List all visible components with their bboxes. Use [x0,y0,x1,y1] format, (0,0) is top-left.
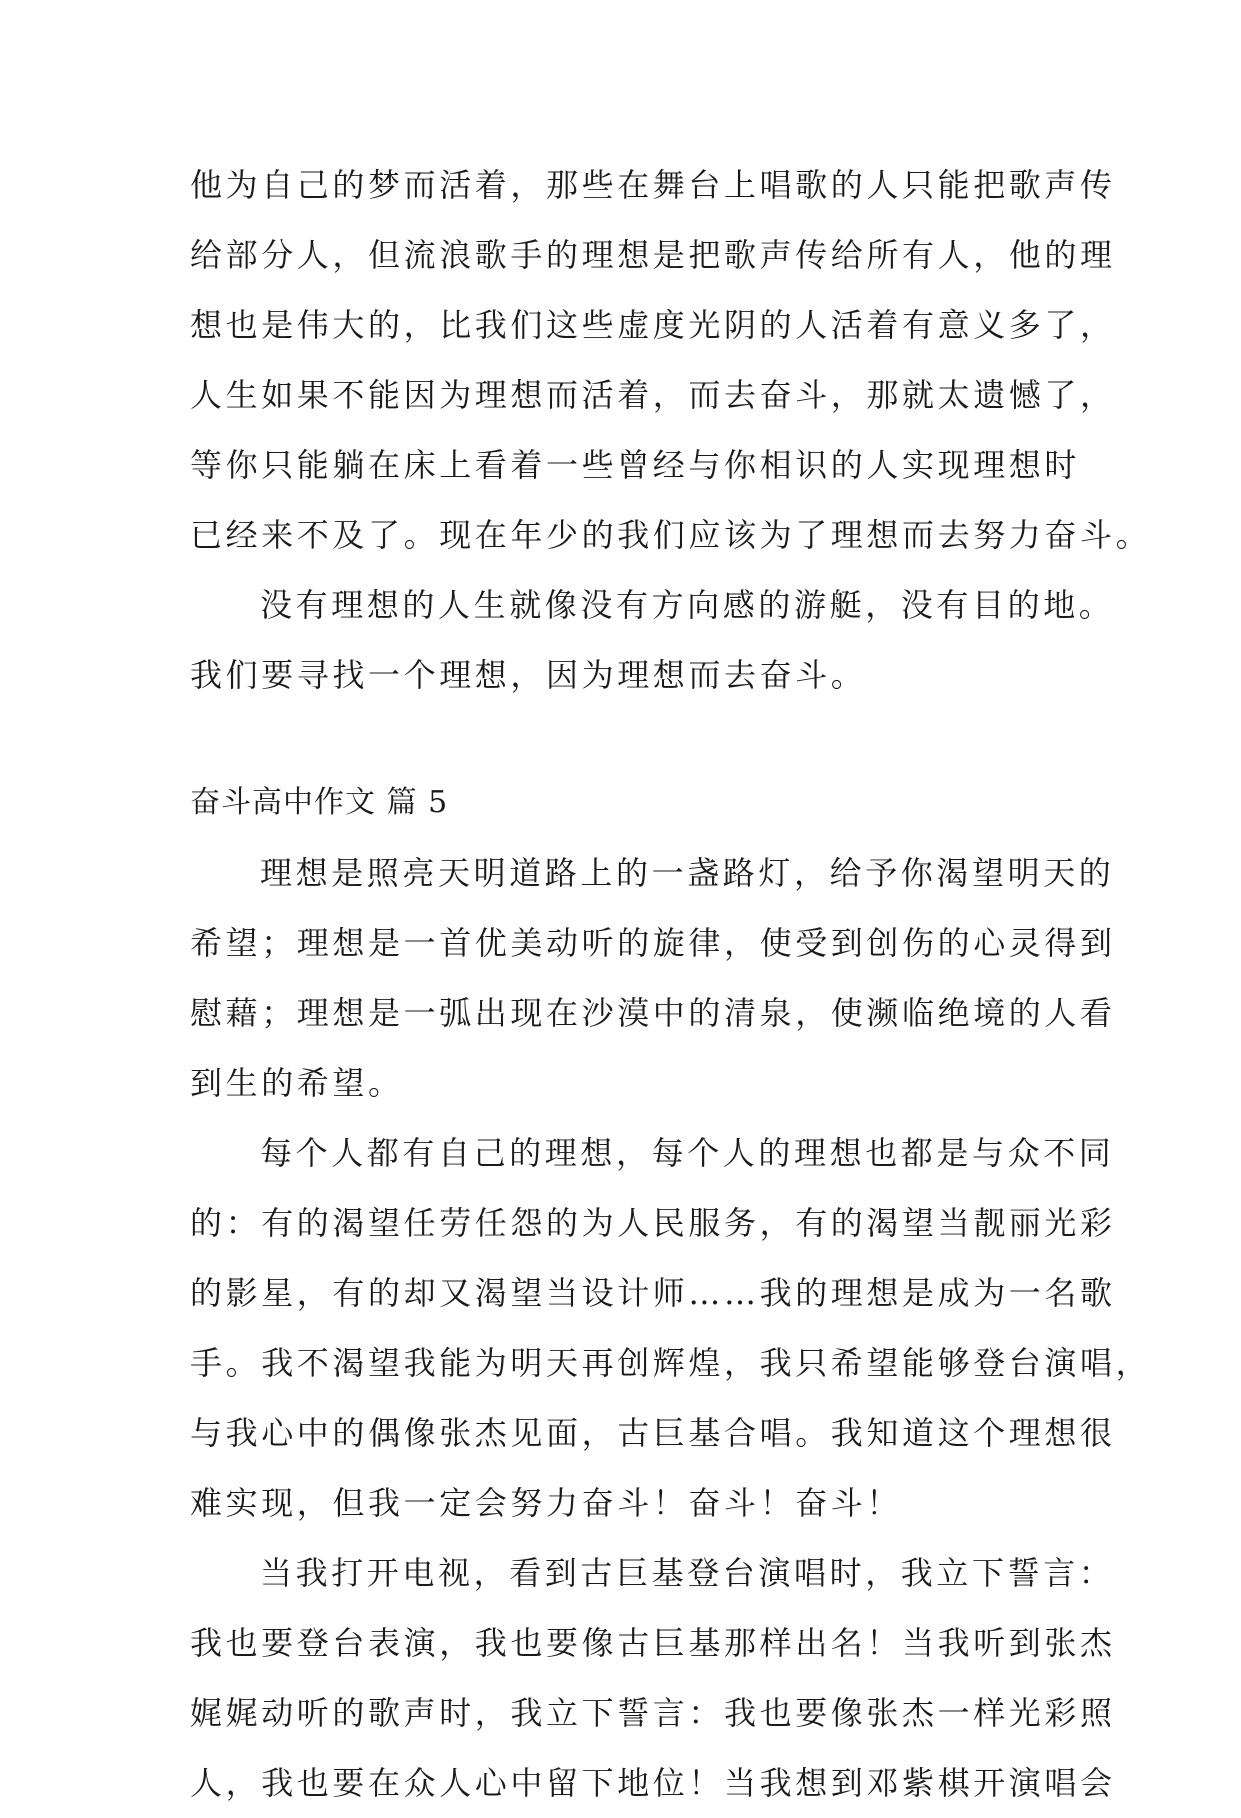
text-line: 慰藉；理想是一弧出现在沙漠中的清泉，使濒临绝境的人看 [190,994,1116,1032]
text-line: 希望；理想是一首优美动听的旋律，使受到创伤的心灵得到 [190,924,1116,962]
text-line: 想也是伟大的，比我们这些虚度光阴的人活着有意义多了， [190,306,1116,344]
text-line: 的影星，有的却又渴望当设计师……我的理想是成为一名歌 [190,1274,1116,1312]
text-line: 难实现，但我一定会努力奋斗！奋斗！奋斗！ [190,1484,903,1522]
text-line: 人，我也要在众人心中留下地位！当我想到邓紫棋开演唱会 [190,1764,1116,1802]
text-line: 我们要寻找一个理想，因为理想而去奋斗。 [190,656,867,694]
text-line: 手。我不渴望我能为明天再创辉煌，我只希望能够登台演唱， [190,1344,1152,1382]
text-line: 他为自己的梦而活着，那些在舞台上唱歌的人只能把歌声传 [190,166,1116,204]
document-body [190,150,1152,1818]
text-line: 娓娓动听的歌声时，我立下誓言：我也要像张杰一样光彩照 [190,1694,1116,1732]
text-line: 给部分人，但流浪歌手的理想是把歌声传给所有人，他的理 [190,236,1116,274]
text-line: 我也要登台表演，我也要像古巨基那样出名！当我听到张杰 [190,1624,1116,1662]
paragraph-first-line: 没有理想的人生就像没有方向感的游艇，没有目的地。 [260,586,1115,624]
paragraph-first-line: 当我打开电视，看到古巨基登台演唱时，我立下誓言： [260,1554,1115,1592]
text-line: 等你只能躺在床上看着一些曾经与你相识的人实现理想时 [190,446,1081,484]
text-line: 的：有的渴望任劳任怨的为人民服务，有的渴望当靓丽光彩 [190,1204,1116,1242]
text-line: 与我心中的偶像张杰见面，古巨基合唱。我知道这个理想很 [190,1414,1116,1452]
text-line: 到生的希望。 [190,1064,404,1102]
text-line: 已经来不及了。现在年少的我们应该为了理想而去努力奋斗。 [190,516,1152,554]
text-line: 人生如果不能因为理想而活着，而去奋斗，那就太遗憾了， [190,376,1116,414]
paragraph-first-line: 每个人都有自己的理想，每个人的理想也都是与众不同 [260,1134,1115,1172]
paragraph-first-line: 理想是照亮天明道路上的一盏路灯，给予你渴望明天的 [260,854,1115,892]
section-heading: 奋斗高中作文 篇 5 [190,785,449,820]
section-spacer [190,710,1050,768]
